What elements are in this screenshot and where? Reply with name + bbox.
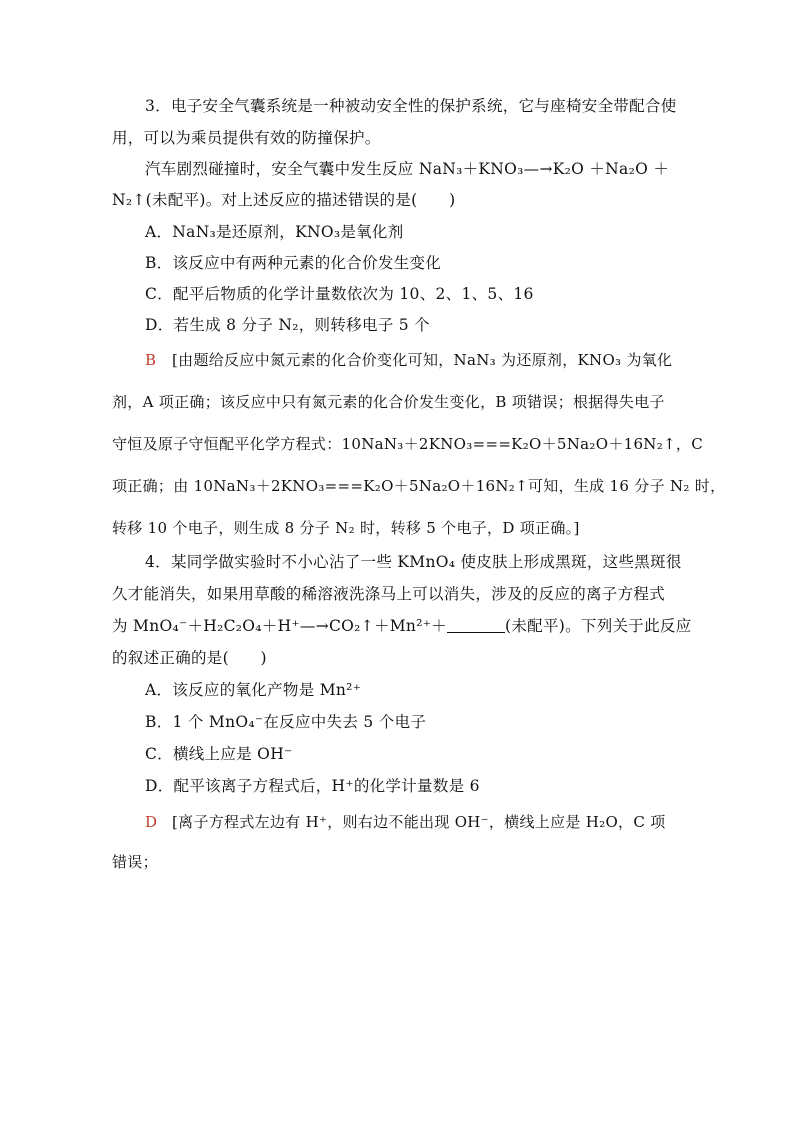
q3-stem-line-4: N₂↑(未配平)。对上述反应的描述错误的是( ) — [112, 191, 456, 209]
q3-option-a: A．NaN₃是还原剂，KNO₃是氧化剂 — [145, 223, 404, 241]
q3-explanation-line-5: 转移 10 个电子，则生成 8 分子 N₂ 时，转移 5 个电子，D 项正确。] — [112, 519, 580, 537]
q4-option-c: C．横线上应是 OH⁻ — [145, 745, 293, 763]
q4-stem-line-3 — [112, 615, 692, 637]
q4-stem-line-4: 的叙述正确的是( ) — [112, 649, 267, 667]
q3-option-d: D．若生成 8 分子 N₂，则转移电子 5 个 — [145, 316, 430, 334]
q4-explanation-line-1: [离子方程式左边有 H⁺，则右边不能出现 OH⁻，横线上应是 H₂O，C 项 — [172, 813, 666, 831]
q3-answer-letter: B — [145, 351, 157, 369]
q3-stem-line-1: 3．电子安全气囊系统是一种被动安全性的保护系统，它与座椅安全带配合使 — [145, 97, 677, 115]
q3-stem-line-2: 用，可以为乘员提供有效的防撞保护。 — [112, 129, 381, 147]
q4-stem-line-2: 久才能消失，如果用草酸的稀溶液洗涤马上可以消失，涉及的反应的离子方程式 — [112, 585, 666, 603]
q4-option-a: A．该反应的氧化产物是 Mn²⁺ — [145, 681, 362, 699]
q3-stem-line-3: 汽车剧烈碰撞时，安全气囊中发生反应 NaN₃＋KNO₃—→K₂O ＋Na₂O ＋ — [145, 160, 670, 178]
q3-explanation-line-4: 项正确；由 10NaN₃＋2KNO₃===K₂O＋5Na₂O＋16N₂↑可知，生成 16 分子 N₂ 时， — [112, 477, 726, 495]
q4-answer-letter: D — [145, 813, 158, 831]
q3-explanation-line-1: [由题给反应中氮元素的化合价变化可知，NaN₃ 为还原剂，KNO₃ 为氧化 — [172, 351, 673, 369]
q3-explanation-line-3: 守恒及原子守恒配平化学方程式：10NaN₃＋2KNO₃===K₂O＋5Na₂O＋16N₂↑，C — [112, 435, 703, 453]
q4-explanation-line-2: 错误； — [112, 853, 158, 871]
answer-blank — [447, 618, 505, 633]
q3-option-b: B．该反应中有两种元素的化合价发生变化 — [145, 254, 442, 272]
q4-option-d: D．配平该离子方程式后，H⁺的化学计量数是 6 — [145, 777, 480, 795]
q4-option-b: B．1 个 MnO₄⁻在反应中失去 5 个电子 — [145, 713, 427, 731]
q3-explanation-line-2: 剂，A 项正确；该反应中只有氮元素的化合价发生变化，B 项错误；根据得失电子 — [112, 393, 665, 411]
q4-stem-line-1: 4．某同学做实验时不小心沾了一些 KMnO₄ 使皮肤上形成黑斑，这些黑斑很 — [145, 553, 682, 571]
q4-equation-left: 为 MnO₄⁻＋H₂C₂O₄＋H⁺—→CO₂↑＋Mn²⁺＋ — [112, 617, 448, 635]
q3-option-c: C．配平后物质的化学计量数依次为 10、2、1、5、16 — [145, 285, 534, 303]
q4-equation-right: (未配平)。下列关于此反应 — [505, 617, 692, 635]
